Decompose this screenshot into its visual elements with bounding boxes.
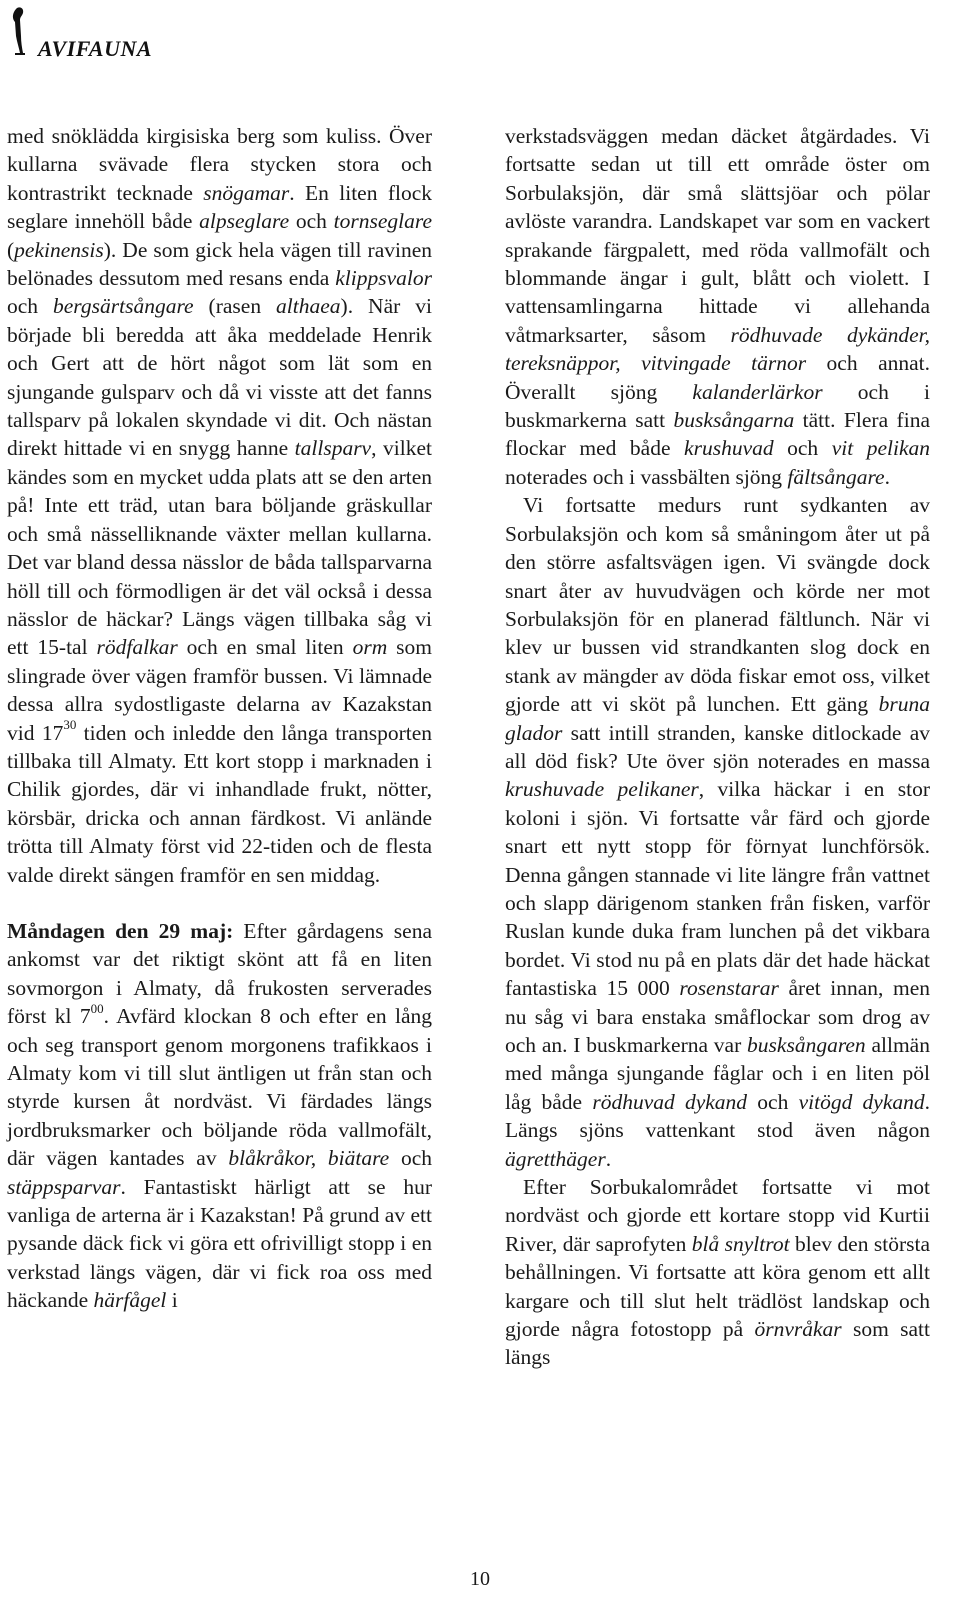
left-column <box>7 122 432 1315</box>
logo-text: AVIFAUNA <box>38 36 153 61</box>
bird-figure-icon <box>8 6 30 56</box>
day-heading: Måndagen den 29 maj: <box>7 918 234 943</box>
paragraph: Måndagen den 29 maj: Efter gårdagens sena ankomst var det riktigt skönt att få en liten sovmorgon i Almaty, då frukosten serverades först kl $7^{00}$. Avfärd klockan 8 och efter en lång och seg transport genom morgonens trafikkaos i Almaty kom vi till slut äntligen ut från stan och styrde kursen åt nordväst. Vi färdades längs jordbruksmarker och böljande röda vallmofält, där vägen kantades av blåkråkor, biätare och stäppsparvar. Fantastiskt härligt att se hur vanliga de arterna är i Kazakstan! På grund av ett pysande däck fick vi göra ett ofrivilligt stopp i en verkstad längs vägen, där vi fick roa oss med häckande härfågel i <box>7 918 433 1313</box>
paragraph: verkstadsväggen medan däcket åtgärdades. Vi fortsatte sedan ut till ett område öster om Sorbulaksjön, där små slättsjöar och pölar avlöste varandra. Landskapet var som en vackert sprakande färgpalett, med röda vallmofält och blommande ängar i gult, blått och violett. I vattensamlingarna hittade vi allehanda våtmarksarter, såsom rödhuvade dykänder, tereksnäppor, vitvingade tärnor och annat. Överallt sjöng kalanderlärkor och i buskmarkerna satt busksångarna tätt. Flera fina flockar med både krushuvad och vit pelikan noterades och i vassbälten sjöng fältsångare. <box>505 124 931 489</box>
paragraph: Efter Sorbukalområdet fortsatte vi mot nordväst och gjorde ett kortare stopp vid Kurtii River, där saprofyten blå snyltrot blev den största behållningen. Vi fortsatte att köra genom ett allt kargare och till slut helt trädlöst landskap och gjorde några fotostopp på örnvråkar som satt längs <box>505 1175 930 1370</box>
page-number: 10 <box>470 1568 490 1590</box>
paragraph: med snöklädda kirgisiska berg som kuliss. Över kullarna svävade flera stycken stora och kontrastrikt tecknade snögamar. En liten flock seglare innehöll både alpseglare och tornseglare (pekinensis). De som gick hela vägen till ravinen belönades dessutom med resans enda klippsvalor och bergsärtsångare (rasen althaea). När vi började bli beredda att åka meddelade Henrik och Gert att de hört något som lät som en sjungande gulsparv och då vi visste att det fanns tallsparv på lokalen skyndade vi dit. Och nästan direkt hittade vi en snygg hanne tallsparv, vilket kändes som en mycket udda plats att se den arten på! Inte ett träd, utan bara böljande gräskullar och små nässelliknande växter mellan kullarna. Det var bland dessa nässlor de båda tallsparvarna höll till och förmodligen är det väl också i dessa nässlor de häckar? Längs vägen tillbaka såg vi ett 15-tal rödfalkar och en smal liten orm som slingrade över vägen framför bussen. Vi lämnade dessa allra sydostligaste delarna av Kazakstan vid $17^{30}$ tiden och inledde den långa transporten tillbaka till Almaty. Ett kort stopp i marknaden i Chilik gjordes, där vi inhandlade frukt, nötter, körsbär, dricka och annan färdkost. Vi anlände trötta till Almaty först vid 22-tiden och de flesta valde direkt sängen framför en sen middag. <box>7 124 433 887</box>
paragraph: Vi fortsatte medurs runt sydkanten av Sorbulaksjön och kom så småningom åter ut på den större asfaltsvägen igen. Vi svängde dock snart åter av huvudvägen och körde ner mot Sorbulaksjön för en planerad fältlunch. När vi klev ur bussen vid strandkanten slog dock en stank av mängder av döda fiskar emot oss, vilket gjorde att vi sköt på lunchen. Ett gäng bruna glador satt intill stranden, kanske ditlockade av all död fisk? Ute över sjön noterades en massa krushuvade pelikaner, vilka häckar i en stor koloni i sjön. Vi fortsatte vår färd och gjorde snart ett nytt stopp för förnyat lunchförsök. Denna gången stannade vi lite längre från vattnet och slapp därigenom stanken från fisken, varför Ruslan kunde duka fram lunchen på det vikbara bordet. Vi stod nu på en plats där det hade häckat fantastiska 15 000 rosenstarar året innan, men nu såg vi bara enstaka småflockar som drog av och an. I buskmarkerna var busksångaren allmän med många sjungande fåglar och i en liten pöl låg både rödhuvad dykand och vitögd dykand. Längs sjöns vattenkant stod även någon ägretthäger. <box>505 493 931 1171</box>
page-header <box>0 0 960 70</box>
right-column <box>505 122 930 1372</box>
